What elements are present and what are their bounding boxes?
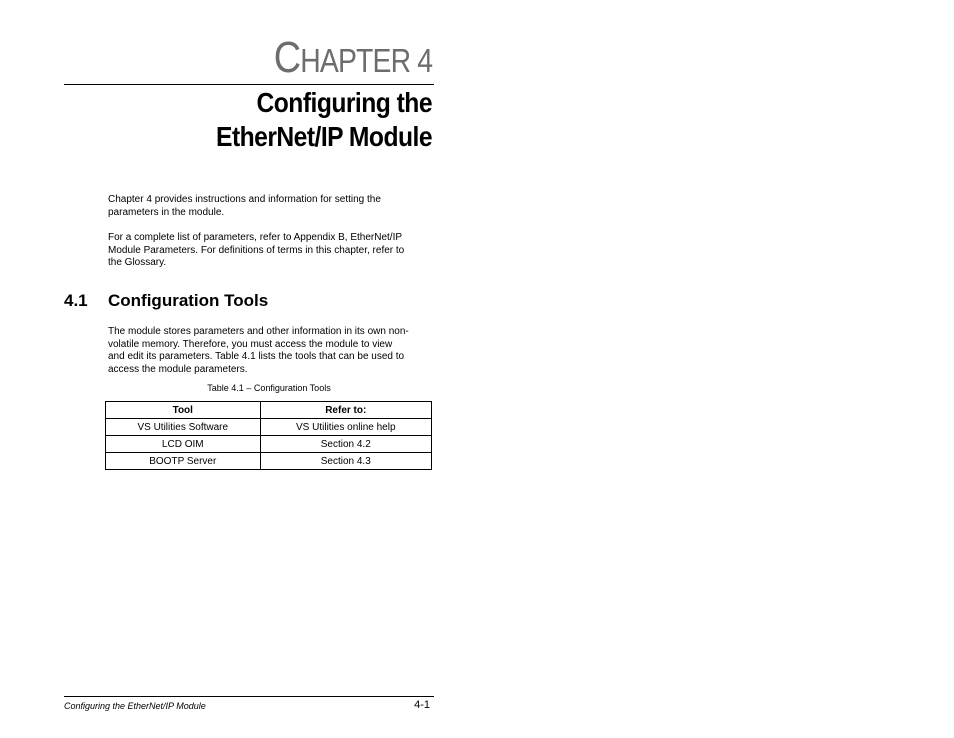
table-row: [106, 453, 432, 470]
column-header-tool: Tool: [106, 402, 261, 419]
chapter-title: [133, 86, 432, 154]
footer-title: Configuring the EtherNet/IP Module: [64, 701, 206, 711]
table-header-row: [106, 402, 432, 419]
table-cell-tool: BOOTP Server: [106, 453, 261, 470]
section-number: 4.1: [64, 291, 88, 310]
column-header-refer-to: Refer to:: [260, 402, 431, 419]
intro-paragraph-2-line: the Glossary.: [108, 257, 167, 268]
chapter-rule: [64, 84, 434, 85]
section-title: Configuration Tools: [108, 291, 269, 310]
intro-paragraph-2-line: For a complete list of parameters, refer to Appendix B, EtherNet/IP: [108, 232, 403, 243]
configuration-tools-table: [105, 401, 432, 470]
table-caption: Table 4.1 – Configuration Tools: [207, 383, 331, 393]
chapter-label-initial: C: [273, 33, 301, 82]
intro-paragraph-1: [108, 194, 434, 219]
section-body-line: The module stores parameters and other information in its own non-: [108, 326, 409, 337]
table-cell-tool: LCD OIM: [106, 436, 261, 453]
intro-paragraph-1-line: parameters in the module.: [108, 206, 225, 218]
intro-paragraph-1-line: Chapter 4 provides instructions and information for setting the: [108, 194, 381, 205]
chapter-title-line2: EtherNet/IP Module: [216, 121, 432, 152]
table-cell-reference: Section 4.3: [260, 453, 431, 470]
section-heading: [64, 290, 268, 312]
table-cell-tool: VS Utilities Software: [106, 419, 261, 436]
table-row: [106, 419, 432, 436]
section-body-line: and edit its parameters. Table 4.1 lists the tools that can be used to: [108, 351, 405, 362]
chapter-title-line1: Configuring the: [256, 87, 432, 118]
table-row: [106, 436, 432, 453]
section-body-line: access the module parameters.: [108, 363, 248, 375]
footer-rule: [64, 696, 434, 697]
section-body-line: volatile memory. Therefore, you must access the module to view: [108, 338, 393, 350]
chapter-label: [274, 34, 432, 85]
section-body: [108, 326, 434, 376]
table-cell-reference: Section 4.2: [260, 436, 431, 453]
intro-paragraph-2-line: Module Parameters. For definitions of terms in this chapter, refer to: [108, 244, 405, 256]
page-number: 4-1: [414, 699, 430, 711]
chapter-label-rest: HAPTER 4: [300, 42, 432, 79]
intro-paragraph-2: [108, 232, 434, 270]
table-cell-reference: VS Utilities online help: [260, 419, 431, 436]
